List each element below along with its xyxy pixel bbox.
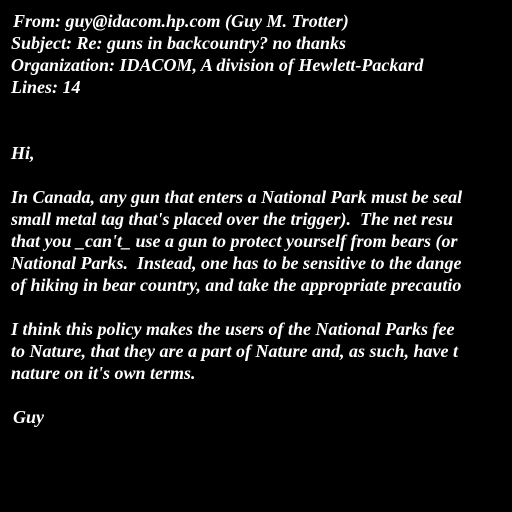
- paragraph2-line: to Nature, that they are a part of Nature and, as such, have t: [11, 341, 459, 361]
- greeting: Hi,: [11, 143, 35, 163]
- header-lines: Lines: 14: [11, 77, 81, 97]
- paragraph1-line: that you _can't_ use a gun to protect yourself from bears (or: [11, 231, 458, 251]
- paragraph2-line: nature on it's own terms.: [11, 363, 196, 383]
- header-organization: Organization: IDACOM, A division of Hewlett-Packard: [11, 55, 424, 75]
- header-from: From: guy@idacom.hp.com (Guy M. Trotter): [13, 11, 349, 31]
- paragraph1-line: National Parks. Instead, one has to be sensitive to the dange: [11, 253, 462, 273]
- paragraph1-line: small metal tag that's placed over the trigger). The net resu: [11, 209, 453, 229]
- header-subject: Subject: Re: guns in backcountry? no thanks: [11, 33, 347, 53]
- paragraph1-line: In Canada, any gun that enters a National Park must be seal: [11, 187, 463, 207]
- paragraph2-line: I think this policy makes the users of the National Parks fee: [11, 319, 455, 339]
- signature: Guy: [13, 407, 44, 427]
- paragraph1-line: of hiking in bear country, and take the appropriate precautio: [11, 275, 462, 295]
